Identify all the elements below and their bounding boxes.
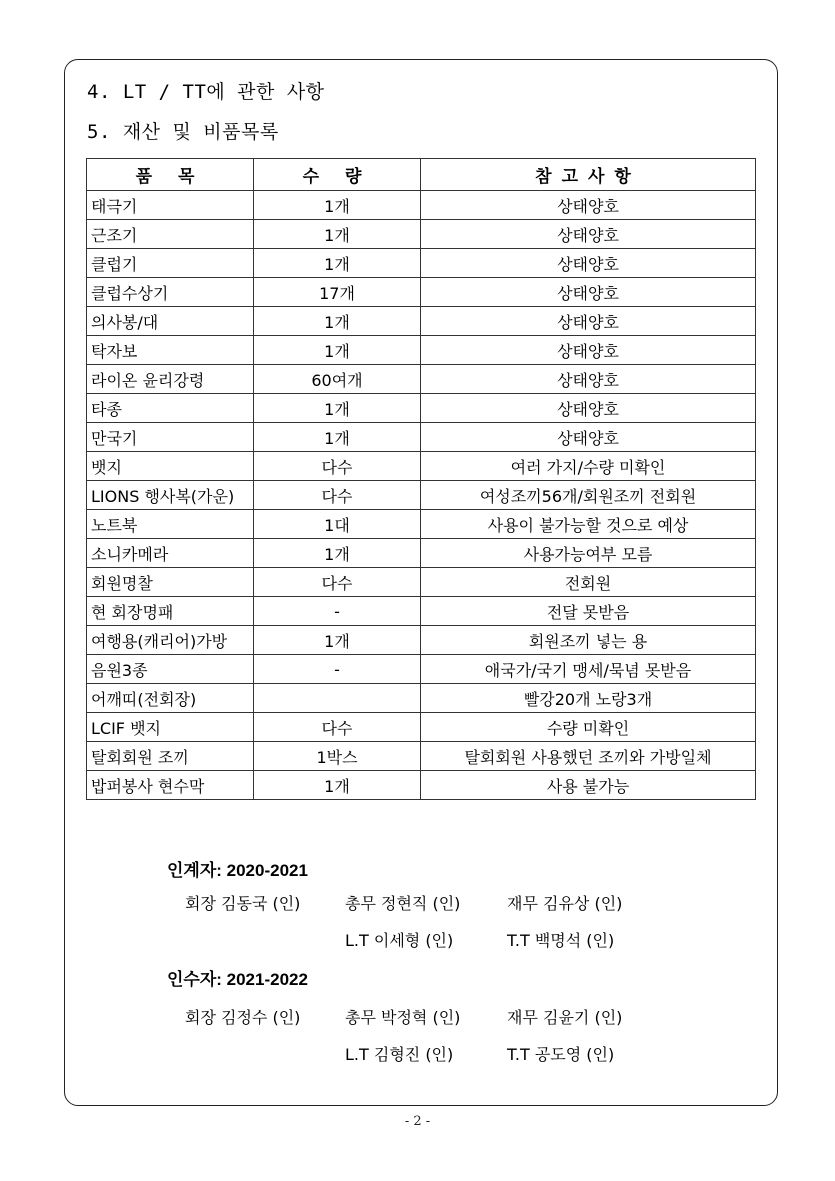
notes-cell: 상태양호 [421, 423, 756, 452]
quantity-cell: 다수 [254, 713, 421, 742]
table-row [87, 539, 756, 568]
table-row [87, 510, 756, 539]
table-row [87, 771, 756, 800]
quantity-cell: 17개 [254, 278, 421, 307]
item-name-cell: 노트북 [87, 510, 254, 539]
item-name-cell: LIONS 행사복(가운) [87, 481, 254, 510]
quantity-cell: 1개 [254, 249, 421, 278]
quantity-cell: 다수 [254, 568, 421, 597]
item-name-cell: 태극기 [87, 191, 254, 220]
quantity-cell: 1개 [254, 423, 421, 452]
item-name-cell: 만국기 [87, 423, 254, 452]
signature-secretary: 총무 박정혁 (인) [345, 1008, 461, 1027]
notes-cell: 탈회회원 사용했던 조끼와 가방일체 [421, 742, 756, 771]
signature-treasurer: 재무 김유상 (인) [507, 894, 623, 913]
quantity-cell: 다수 [254, 452, 421, 481]
item-name-cell: 음원3종 [87, 655, 254, 684]
table-row [87, 394, 756, 423]
table-row [87, 307, 756, 336]
quantity-cell: 1개 [254, 191, 421, 220]
quantity-cell: - [254, 597, 421, 626]
item-name-cell: 라이온 윤리강령 [87, 365, 254, 394]
table-row [87, 249, 756, 278]
handover-signature-line-1 [185, 891, 622, 914]
notes-cell: 상태양호 [421, 365, 756, 394]
quantity-cell: 1개 [254, 626, 421, 655]
takeover-title: 인수자: 2021-2022 [167, 970, 308, 989]
item-name-cell: 클럽기 [87, 249, 254, 278]
table-row [87, 684, 756, 713]
table-row [87, 191, 756, 220]
table-row [87, 713, 756, 742]
notes-cell: 상태양호 [421, 336, 756, 365]
quantity-cell: 다수 [254, 481, 421, 510]
notes-cell: 상태양호 [421, 307, 756, 336]
quantity-cell: 1박스 [254, 742, 421, 771]
table-body [87, 191, 756, 800]
quantity-cell: 1개 [254, 220, 421, 249]
item-name-cell: 현 회장명패 [87, 597, 254, 626]
page-number: - 2 - [404, 1114, 431, 1129]
notes-cell: 애국가/국기 맹세/묵념 못받음 [421, 655, 756, 684]
signature-secretary: 총무 정현직 (인) [345, 894, 461, 913]
signature-president: 회장 김동국 (인) [185, 894, 301, 913]
property-table [86, 158, 756, 800]
notes-cell: 전달 못받음 [421, 597, 756, 626]
notes-cell: 전회원 [421, 568, 756, 597]
notes-cell: 회원조끼 넣는 용 [421, 626, 756, 655]
notes-cell: 사용 불가능 [421, 771, 756, 800]
signature-president: 회장 김정수 (인) [185, 1008, 301, 1027]
table-row [87, 655, 756, 684]
signature-tt: T.T 공도영 (인) [507, 1045, 615, 1064]
table-row [87, 278, 756, 307]
table-row [87, 481, 756, 510]
item-name-cell: 클럽수상기 [87, 278, 254, 307]
table-row [87, 568, 756, 597]
column-header-item: 품 목 [87, 159, 254, 191]
table-header-row [87, 159, 756, 191]
item-name-cell: 타종 [87, 394, 254, 423]
table-row [87, 626, 756, 655]
handover-title: 인계자: 2020-2021 [167, 861, 308, 880]
section-heading-lt-tt: 4. LT / TT에 관한 사항 [87, 81, 325, 103]
item-name-cell: 여행용(캐리어)가방 [87, 626, 254, 655]
signature-lt: L.T 김형진 (인) [345, 1045, 454, 1064]
quantity-cell: 1대 [254, 510, 421, 539]
item-name-cell: 뱃지 [87, 452, 254, 481]
column-header-notes: 참고사항 [421, 159, 756, 191]
section-heading-property-list: 5. 재산 및 비품목록 [87, 121, 279, 143]
item-name-cell: 탁자보 [87, 336, 254, 365]
notes-cell: 상태양호 [421, 394, 756, 423]
item-name-cell: 소니카메라 [87, 539, 254, 568]
notes-cell: 여러 가지/수량 미확인 [421, 452, 756, 481]
item-name-cell: 회원명찰 [87, 568, 254, 597]
handover-signature-line-2 [345, 928, 614, 951]
item-name-cell: 근조기 [87, 220, 254, 249]
table-row [87, 365, 756, 394]
notes-cell: 빨강20개 노랑3개 [421, 684, 756, 713]
quantity-cell: - [254, 655, 421, 684]
quantity-cell: 1개 [254, 771, 421, 800]
takeover-signature-line-1 [185, 1005, 622, 1028]
signature-tt: T.T 백명석 (인) [507, 931, 615, 950]
quantity-cell: 1개 [254, 394, 421, 423]
quantity-cell: 1개 [254, 539, 421, 568]
table-row [87, 452, 756, 481]
takeover-signature-line-2 [345, 1042, 614, 1065]
quantity-cell: 60여개 [254, 365, 421, 394]
notes-cell: 상태양호 [421, 191, 756, 220]
item-name-cell: LCIF 뱃지 [87, 713, 254, 742]
notes-cell: 상태양호 [421, 220, 756, 249]
item-name-cell: 어깨띠(전회장) [87, 684, 254, 713]
table-row [87, 742, 756, 771]
item-name-cell: 탈회회원 조끼 [87, 742, 254, 771]
notes-cell: 상태양호 [421, 249, 756, 278]
quantity-cell: 1개 [254, 336, 421, 365]
signature-treasurer: 재무 김윤기 (인) [507, 1008, 623, 1027]
table-row [87, 336, 756, 365]
table-row [87, 220, 756, 249]
column-header-quantity: 수 량 [254, 159, 421, 191]
notes-cell: 여성조끼56개/회원조끼 전회원 [421, 481, 756, 510]
item-name-cell: 의사봉/대 [87, 307, 254, 336]
notes-cell: 상태양호 [421, 278, 756, 307]
quantity-cell [254, 684, 421, 713]
signature-lt: L.T 이세형 (인) [345, 931, 454, 950]
table-row [87, 597, 756, 626]
notes-cell: 사용이 불가능할 것으로 예상 [421, 510, 756, 539]
notes-cell: 수량 미확인 [421, 713, 756, 742]
item-name-cell: 밥퍼봉사 현수막 [87, 771, 254, 800]
notes-cell: 사용가능여부 모름 [421, 539, 756, 568]
quantity-cell: 1개 [254, 307, 421, 336]
table-row [87, 423, 756, 452]
